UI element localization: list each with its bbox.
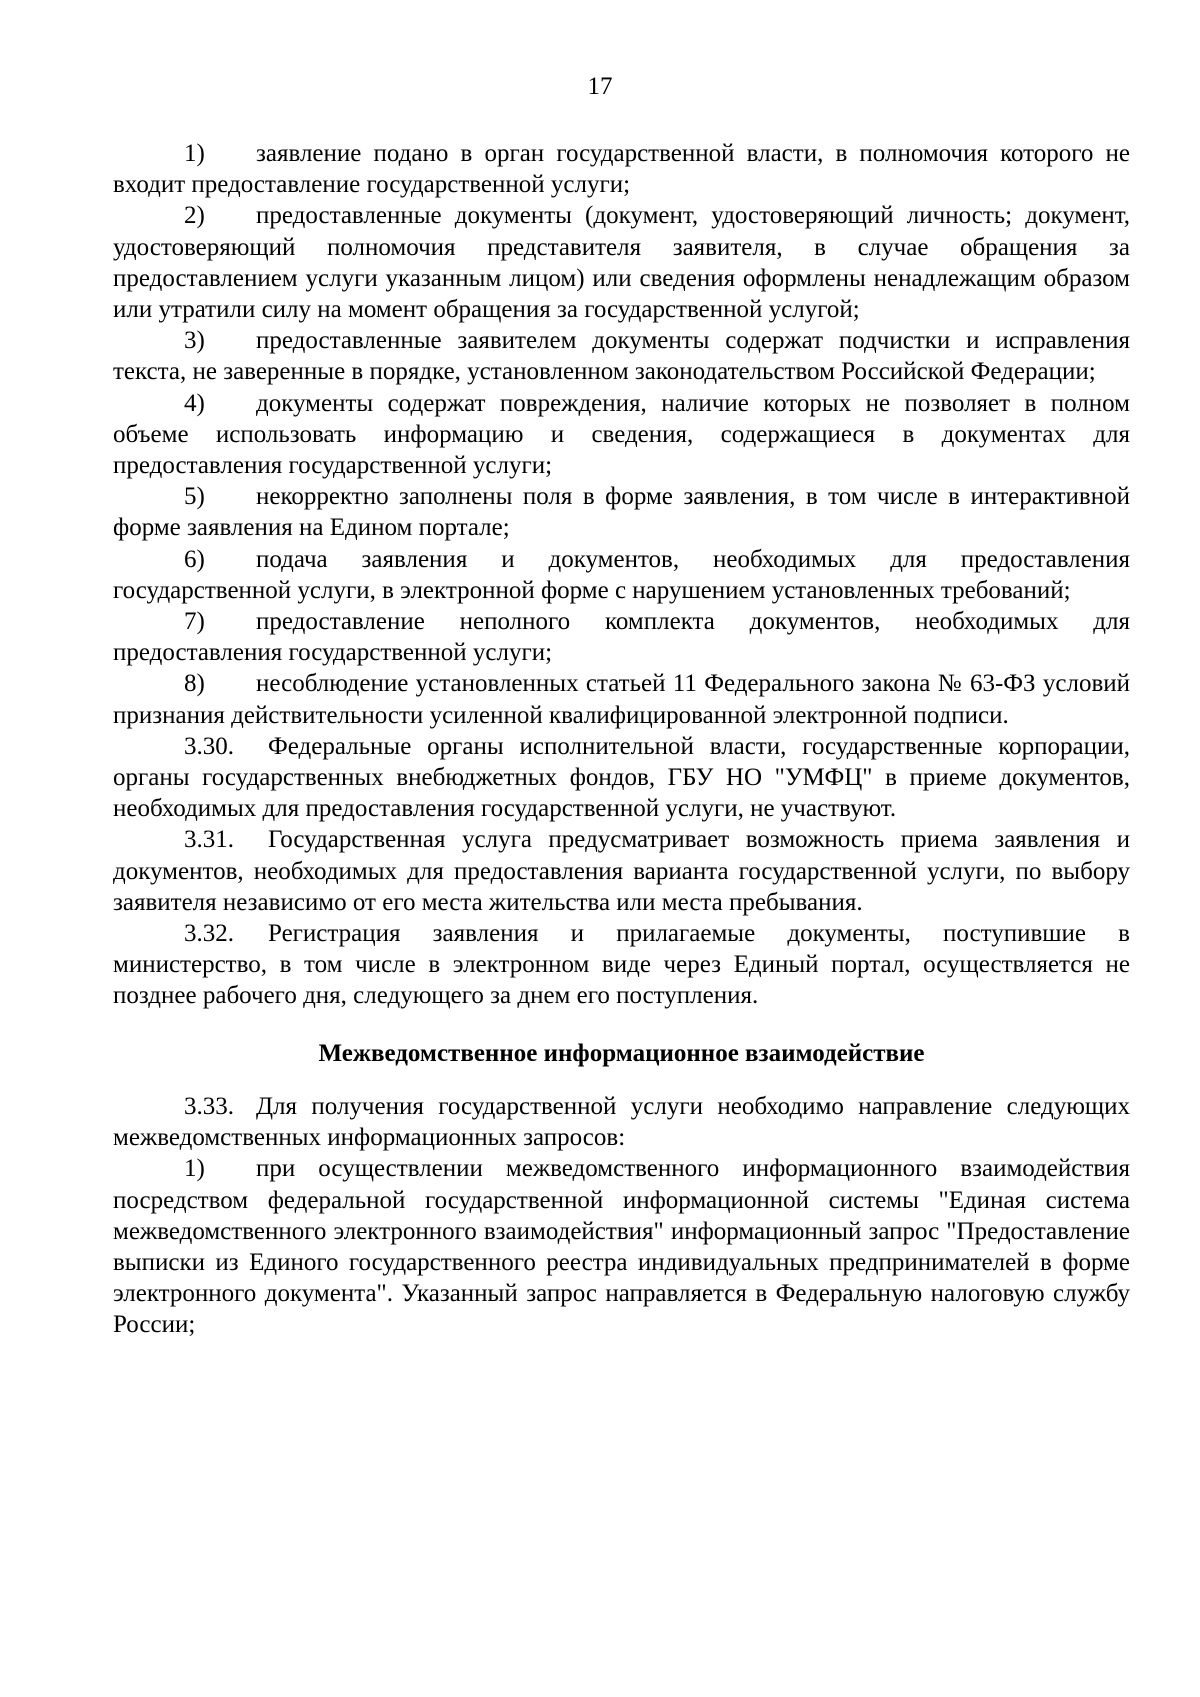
list-item	[113, 388, 1130, 482]
list-item-number: 4)	[184, 389, 205, 417]
list-item	[113, 918, 1130, 1012]
page-number: 17	[587, 73, 613, 100]
list-item-number: 8)	[184, 670, 205, 698]
list-item-text: несоблюдение установленных статьей 11 Федерального закона № 63-ФЗ условий признания действительности усиленной квалифицированной электронной подписи.	[113, 670, 1130, 729]
list-item-text: заявление подано в орган государственной власти, в полномочия которого не входит предоставление государственной услуги;	[113, 140, 1130, 199]
list-item-number: 5)	[184, 483, 205, 511]
clauses-list	[113, 731, 1130, 1012]
list-item-number: 6)	[184, 545, 205, 573]
list-item-text: некорректно заполнены поля в форме заявления, в том числе в интерактивной форме заявления на Едином портале;	[113, 483, 1130, 542]
list-item-number: 2)	[184, 202, 205, 230]
clause-number: 3.33.	[184, 1092, 234, 1120]
list-item	[113, 544, 1130, 606]
list-item-number: 1)	[184, 140, 205, 167]
list-item	[113, 731, 1130, 825]
list-item-text: предоставленные документы (документ, удостоверяющий личность; документ, удостоверяющий полномочия представителя заявителя, в случае обращения за предоставлением услуги указанным лицом) или сведения оформлены ненадлежащим образом или утратили силу на момент обращения за государственной услугой;	[113, 202, 1130, 324]
list-item-text: предоставленные заявителем документы содержат подчистки и исправления текста, не заверенные в порядке, установленном законодательством Российской Федерации;	[113, 327, 1130, 386]
list-item	[113, 606, 1130, 668]
list-item-number: 3.32.	[184, 920, 234, 948]
list-item-text: при осуществлении межведомственного информационного взаимодействия посредством федеральной государственной информационной системы "Единая система межведомственного электронного взаимодействия" информационный запрос "Предоставление выписки из Единого государственного реестра индивидуальных предпринимателей в форме электронного документа". Указанный запрос направляется в Федеральную налоговую службу России;	[113, 1155, 1130, 1339]
list-item-text: документы содержат повреждения, наличие которых не позволяет в полном объеме использовать информацию и сведения, содержащиеся в документах для предоставления государственной услуги;	[113, 389, 1130, 480]
list-item	[113, 138, 1130, 200]
list-item	[113, 1153, 1130, 1340]
list-item-text: предоставление неполного комплекта документов, необходимых для предоставления государственной услуги;	[113, 608, 1130, 667]
list-item-text: Государственная услуга предусматривает возможность приема заявления и документов, необходимых для предоставления варианта государственной услуги, по выбору заявителя независимо от его места жительства или места пребывания.	[113, 826, 1130, 916]
list-item-number: 3.31.	[184, 826, 234, 854]
list-item-number: 3)	[184, 327, 205, 355]
list-items-a	[113, 138, 1130, 731]
list-item	[113, 325, 1130, 387]
list-item-text: Регистрация заявления и прилагаемые документы, поступившие в министерство, в том числе в электронном виде через Единый портал, осуществляется не позднее рабочего дня, следующего за днем его поступления.	[113, 920, 1130, 1010]
list-item	[113, 668, 1130, 730]
list-item	[113, 200, 1130, 325]
list-item-text: подача заявления и документов, необходимых для предоставления государственной услуги, в электронной форме с нарушением установленных требований;	[113, 545, 1130, 604]
page-content	[113, 138, 1130, 1341]
list-item-number: 7)	[184, 608, 205, 636]
clause-text: Для получения государственной услуги необходимо направление следующих межведомственных информационных запросов:	[113, 1092, 1130, 1152]
list-item-number: 1)	[184, 1155, 205, 1183]
list-item	[113, 481, 1130, 543]
list-item-number: 3.30.	[184, 732, 234, 760]
section-heading: Межведомственное информационное взаимодействие	[318, 1039, 925, 1067]
list-item	[113, 824, 1130, 918]
list-item-text: Федеральные органы исполнительной власти, государственные корпорации, органы государственных внебюджетных фондов, ГБУ НО "УМФЦ" в приеме документов, необходимых для предоставления государственной услуги, не участвуют.	[113, 732, 1130, 823]
clause-3-33	[113, 1091, 1130, 1153]
list-items-b	[113, 1153, 1130, 1340]
